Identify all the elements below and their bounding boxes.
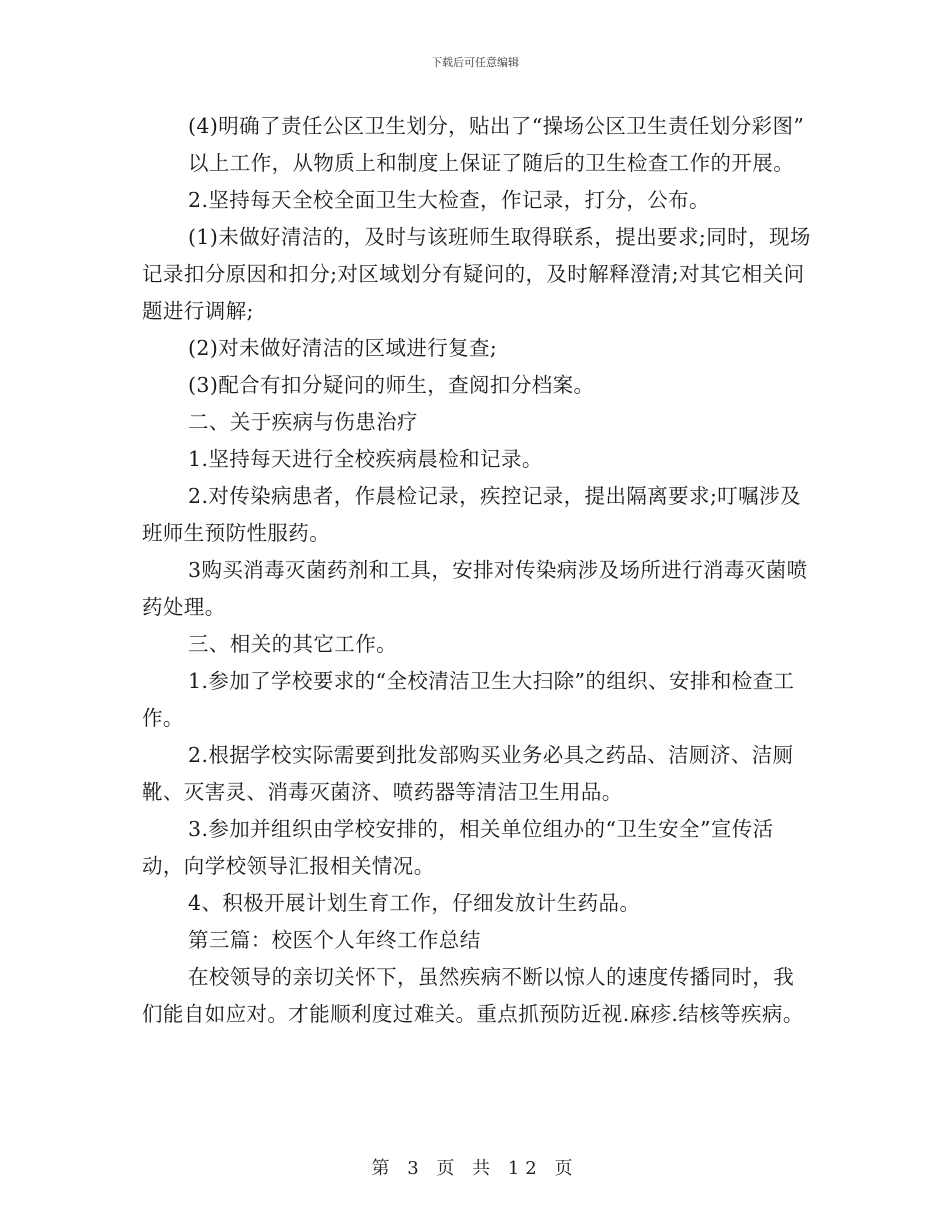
section-heading: 二、关于疾病与伤患治疗 [188,410,418,434]
paragraph: 2.坚持每天全校全面卫生大检查，作记录，打分，公布。 [188,188,710,212]
paragraph: 1.坚持每天进行全校疾病晨检和记录。 [188,447,543,471]
paragraph: 2.对传染病患者，作晨检记录，疾控记录，提出隔离要求;叮嘱涉及班师生预防性服药。 [142,484,801,545]
paragraph: 4、积极开展计划生育工作，仔细发放计生药品。 [188,891,641,915]
paragraph: 1.参加了学校要求的“全校清洁卫生大扫除”的组织、安排和检查工作。 [142,669,795,730]
paragraph: (2)对未做好清洁的区域进行复查; [188,336,498,360]
section-heading: 第三篇：校医个人年终工作总结 [188,928,481,952]
paragraph: (4)明确了责任公区卫生划分，贴出了“操场公区卫生责任划分彩图” [188,114,805,138]
paragraph: 3.参加并组织由学校安排的，相关单位组办的“卫生安全”宣传活动，向学校领导汇报相关情况。 [142,817,774,878]
document-body [142,108,812,1033]
paragraph: 3购买消毒灭菌药剂和工具，安排对传染病涉及场所进行消毒灭菌喷药处理。 [142,558,808,619]
paragraph: 以上工作，从物质上和制度上保证了随后的卫生检查工作的开展。 [188,151,795,175]
paragraph: (3)配合有扣分疑问的师生，查阅扣分档案。 [188,373,595,397]
paragraph: 2.根据学校实际需要到批发部购买业务必具之药品、洁厕济、洁厕靴、灭害灵、消毒灭菌济、喷药器等清洁卫生用品。 [142,743,794,804]
section-heading: 三、相关的其它工作。 [188,632,397,656]
page-header-note: 下载后可任意编辑 [431,56,519,69]
paragraph: (1)未做好清洁的，及时与该班师生取得联系，提出要求;同时，现场记录扣分原因和扣分;对区域划分有疑问的，及时解释澄清;对其它相关问题进行调解; [142,225,811,323]
paragraph: 在校领导的亲切关怀下，虽然疾病不断以惊人的速度传播同时，我们能自如应对。才能顺利度过难关。重点抓预防近视.麻疹.结核等疾病。 [142,965,804,1026]
page-number: 第 3 页 共 12 页 [371,1158,579,1179]
